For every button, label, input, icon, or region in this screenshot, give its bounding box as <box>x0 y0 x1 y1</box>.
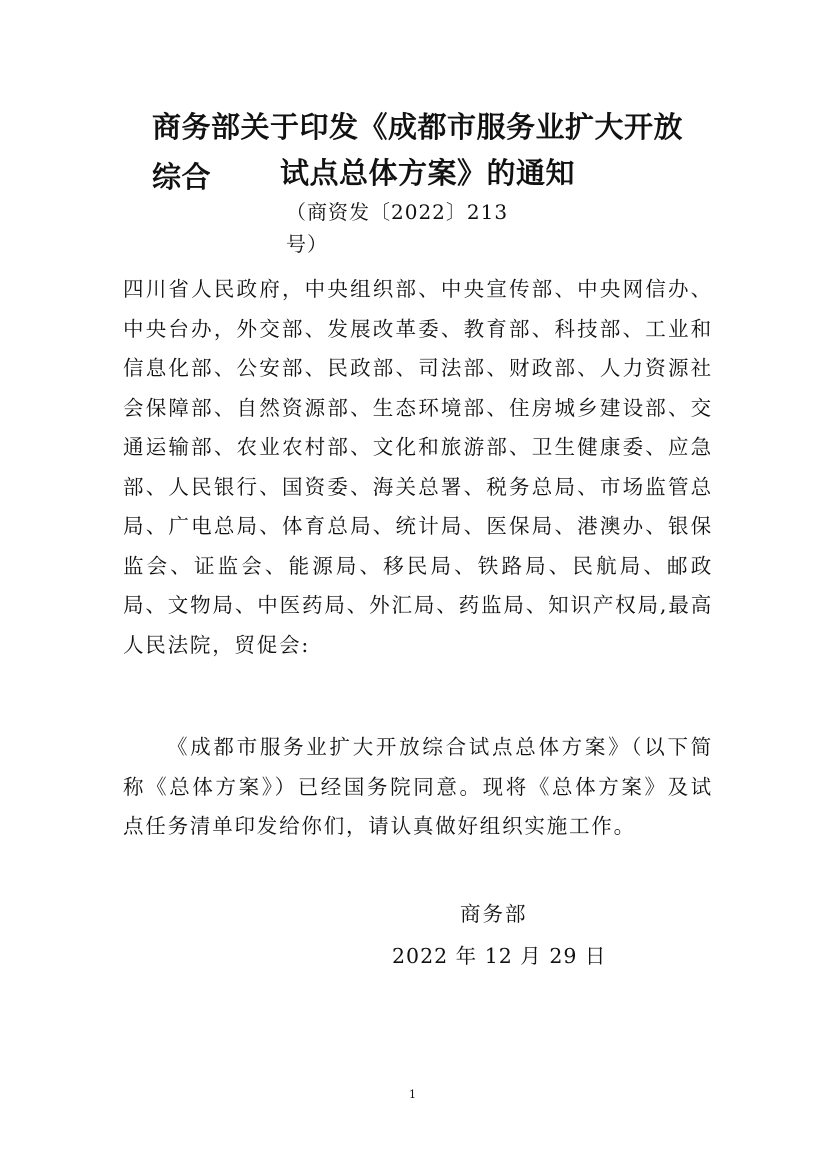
document-number: （商资发〔2022〕213 号） <box>286 200 509 256</box>
recipients-paragraph: 四川省人民政府，中央组织部、中央宣传部、中央网信办、中央台办，外交部、发展改革委、教育部、科技部、工业和信息化部、公安部、民政部、司法部、财政部、人力资源社会保障部、自然资源部、生态环境部、住房城乡建设部、交通运输部、农业农村部、文化和旅游部、卫生健康委、应急部、人民银行、国资委、海关总署、税务总局、市场监管总局、广电总局、体育总局、统计局、医保局、港澳办、银保监会、证监会、能源局、移民局、铁路局、民航局、邮政局、文物局、中医药局、外汇局、药监局、知识产权局,最高人民法院，贸促会: <box>123 277 713 657</box>
document-title-line-2: 试点总体方案》的通知 <box>280 156 576 190</box>
page-number: 1 <box>409 1088 416 1101</box>
signer: 商务部 <box>460 902 528 926</box>
document-title-line-1: 商务部关于印发《成都市服务业扩大开放综合 <box>152 110 684 194</box>
issue-date: 2022 年 12 月 29 日 <box>392 944 607 968</box>
body-paragraph: 《成都市服务业扩大开放综合试点总体方案》（以下简称《总体方案》）已经国务院同意。现将《总体方案》及试点任务清单印发给你们，请认真做好组织实施工作。 <box>123 735 713 838</box>
